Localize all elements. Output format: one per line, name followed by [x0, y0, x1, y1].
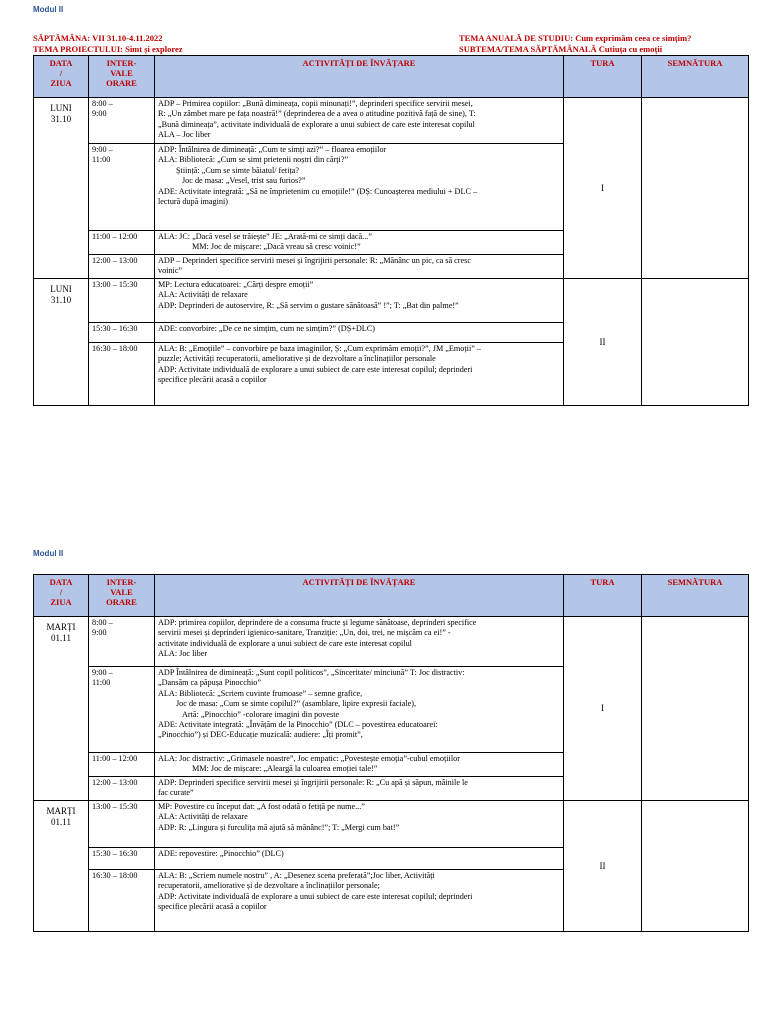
time-cell: 13:00 – 15:30 — [89, 800, 155, 847]
activity-cell: ALA: JC: „Dacă vesel se trăiește” JE: „Arată-mi ce simți dacă...” MM: Joc de mișcare: „Dacă vreau să cresc voinic!” — [155, 231, 564, 255]
header-time: INTER- VALE ORARE — [89, 575, 155, 617]
subtheme-label: SUBTEMA/TEMA SĂPTĂMÂNALĂ — [459, 44, 597, 54]
annual-theme-label: TEMA ANUALĂ DE STUDIU: — [459, 33, 574, 43]
header-signature: SEMNĂTURA — [642, 575, 749, 617]
header-shift: TURA — [564, 56, 642, 98]
signature-cell — [642, 98, 749, 279]
table-row — [34, 800, 749, 847]
activity-cell: ALA: B: „Emoțiile” – convorbire pe baza imaginilor, Ș: „Cum exprimăm emoții?”, JM „Emoții” – puzzle; Activități recuperatorii, ameliorative și de dezvoltare a înclinațiilor personale ADP: Activitate individuală de explorare a unui subiect de care este interesat copilul; deprinderi specifice plecării acasă a copiilor — [155, 342, 564, 405]
shift-cell: II — [564, 800, 642, 931]
module-label: Modul II — [33, 549, 64, 558]
activity-cell: ADP Întâlnirea de dimineață: „Sunt copil politicos”, „Sinceritate/ minciună” T: Joc distractiv: „Dansăm ca păpușa Pinocchio” ALA: Bibliotecă: „Scriem cuvinte frumoase” – semne grafice, Joc de masa: „Cum se simte copilul?” (asamblare, lipire expresii faciale), Artă: „Pinocchio” -colorare imagini din poveste ADE: Activitate integrată: „Învățăm de la Pinocchio” (DLC – povestirea educatoarei: „Pinocchio”) și DEC-Educație muzicală: audiere: „Îți promit”, — [155, 667, 564, 753]
day-cell: LUNI 31.10 — [34, 98, 89, 279]
table-header-row — [34, 575, 749, 617]
project-theme-heading — [33, 44, 183, 54]
time-cell: 13:00 – 15:30 — [89, 278, 155, 322]
signature-cell — [642, 278, 749, 405]
header-signature: SEMNĂTURA — [642, 56, 749, 98]
annual-theme-value: Cum exprimăm ceea ce simțim? — [575, 33, 692, 43]
time-cell: 15:30 – 16:30 — [89, 847, 155, 869]
header-day: DATA / ZIUA — [34, 575, 89, 617]
subtheme-heading — [459, 44, 662, 54]
activity-cell: ADP – Primirea copiilor: „Bună dimineața, copii minunați!”, deprinderi specifice servirii mesei, R: „Un zâmbet mare pe fața noastră!” (deprinderea de a avea o atitudine pozitivă față de sine), T: „Bună dimineața”, activitate individuală de explorare a unui subiect de care este interesat copilul ALA – Joc liber — [155, 98, 564, 144]
day-cell: MARȚI 01.11 — [34, 617, 89, 801]
activity-cell: ADP: primirea copiilor, deprindere de a consuma fructe și legume sănătoase, deprinderi specifice servirii mesei și deprinderi igienico-sanitare, Tranziție: „Un, doi, trei, ne mișcăm ca ei!” - activitate individuală de explorare a unui subiect de care este interesat copilul ALA: Joc liber — [155, 617, 564, 667]
shift-cell: I — [564, 98, 642, 279]
project-theme-value: Simt și explorez — [125, 44, 183, 54]
header-time: INTER- VALE ORARE — [89, 56, 155, 98]
week-value: VII 31.10-4.11.2022 — [92, 33, 163, 43]
time-cell: 16:30 – 18:00 — [89, 869, 155, 931]
shift-cell: II — [564, 278, 642, 405]
project-theme-label: TEMA PROIECTULUI: — [33, 44, 123, 54]
signature-cell — [642, 617, 749, 801]
day-cell: LUNI 31.10 — [34, 278, 89, 405]
table-row — [34, 278, 749, 322]
time-cell: 11:00 – 12:00 — [89, 231, 155, 255]
activity-cell: MP: Povestire cu început dat: „A fost odată o fetiță pe nume...” ALA: Activități de relaxare ADP: R: „Lingura și furculița mă ajută să mănânc!”; T: „Mergi cum bat!” — [155, 800, 564, 847]
time-cell: 11:00 – 12:00 — [89, 753, 155, 777]
time-cell: 12:00 – 13:00 — [89, 255, 155, 279]
week-heading — [33, 33, 163, 43]
shift-cell: I — [564, 617, 642, 801]
activity-cell: ADE: convorbire: „De ce ne simțim, cum ne simțim?” (DȘ+DLC) — [155, 322, 564, 342]
schedule-table-tuesday — [33, 574, 749, 932]
table-row — [34, 617, 749, 667]
activity-cell: ALA: B: „Scriem numele nostru” , A: „Desenez scena preferată”;Joc liber, Activități recuperatorii, ameliorative și de dezvoltare a înclinațiilor personale; ADP: Activitate individuală de explorare a unui subiect de care este interesat copilul; deprinderi specifice plecării acasă a copiilor — [155, 869, 564, 931]
schedule-table-monday — [33, 55, 749, 406]
annual-theme-heading — [459, 33, 691, 43]
subtheme-value: Cutiuța cu emoții — [598, 44, 663, 54]
week-label: SĂPTĂMÂNA: — [33, 33, 91, 43]
header-activities: ACTIVITĂȚI DE ÎNVĂȚARE — [155, 56, 564, 98]
header-activities: ACTIVITĂȚI DE ÎNVĂȚARE — [155, 575, 564, 617]
time-cell: 16:30 – 18:00 — [89, 342, 155, 405]
header-day: DATA / ZIUA — [34, 56, 89, 98]
table-row — [34, 98, 749, 144]
time-cell: 8:00 – 9:00 — [89, 98, 155, 144]
table-header-row — [34, 56, 749, 98]
day-cell: MARȚI 01.11 — [34, 800, 89, 931]
activity-cell: MP: Lectura educatoarei: „Cărți despre emoții” ALA: Activități de relaxare ADP: Deprinderi de autoservire, R: „Să servim o gustare sănătoasă” !”; T: „Bat din palme!” — [155, 278, 564, 322]
time-cell: 9:00 – 11:00 — [89, 144, 155, 231]
module-label: Modul II — [33, 5, 64, 14]
time-cell: 9:00 – 11:00 — [89, 667, 155, 753]
time-cell: 15:30 – 16:30 — [89, 322, 155, 342]
activity-cell: ADP: Întâlnirea de dimineață: „Cum te simți azi?” – floarea emoțiilor ALA: Bibliotecă: „Cum se simt prietenii noștri din cărți?” Știință: „Cum se simte băiatul/ fetița? Joc de masa: „Vesel, trist sau furios?” ADE: Activitate integrată: „Să ne împrietenim cu emoțiile!” (DȘ: Cunoașterea mediului + DLC – lectură după imagini) — [155, 144, 564, 231]
activity-cell: ALA: Joc distractiv: „Grimasele noastre”, Joc empatic: „Povestește emoția”-cubul emoțiilor MM: Joc de mișcare: „Aleargă la culoarea emoției tale!” — [155, 753, 564, 777]
time-cell: 12:00 – 13:00 — [89, 777, 155, 801]
activity-cell: ADP – Deprinderi specifice servirii mesei și îngrijirii personale: R: „Mănânc un pic, ca să cresc voinic” — [155, 255, 564, 279]
activity-cell: ADE: repovestire: „Pinocchio” (DLC) — [155, 847, 564, 869]
activity-cell: ADP: Deprinderi specifice servirii mesei și îngrijirii personale: R: „Cu apă și săpun, mâinile le fac curate” — [155, 777, 564, 801]
time-cell: 8:00 – 9:00 — [89, 617, 155, 667]
header-shift: TURA — [564, 575, 642, 617]
signature-cell — [642, 800, 749, 931]
